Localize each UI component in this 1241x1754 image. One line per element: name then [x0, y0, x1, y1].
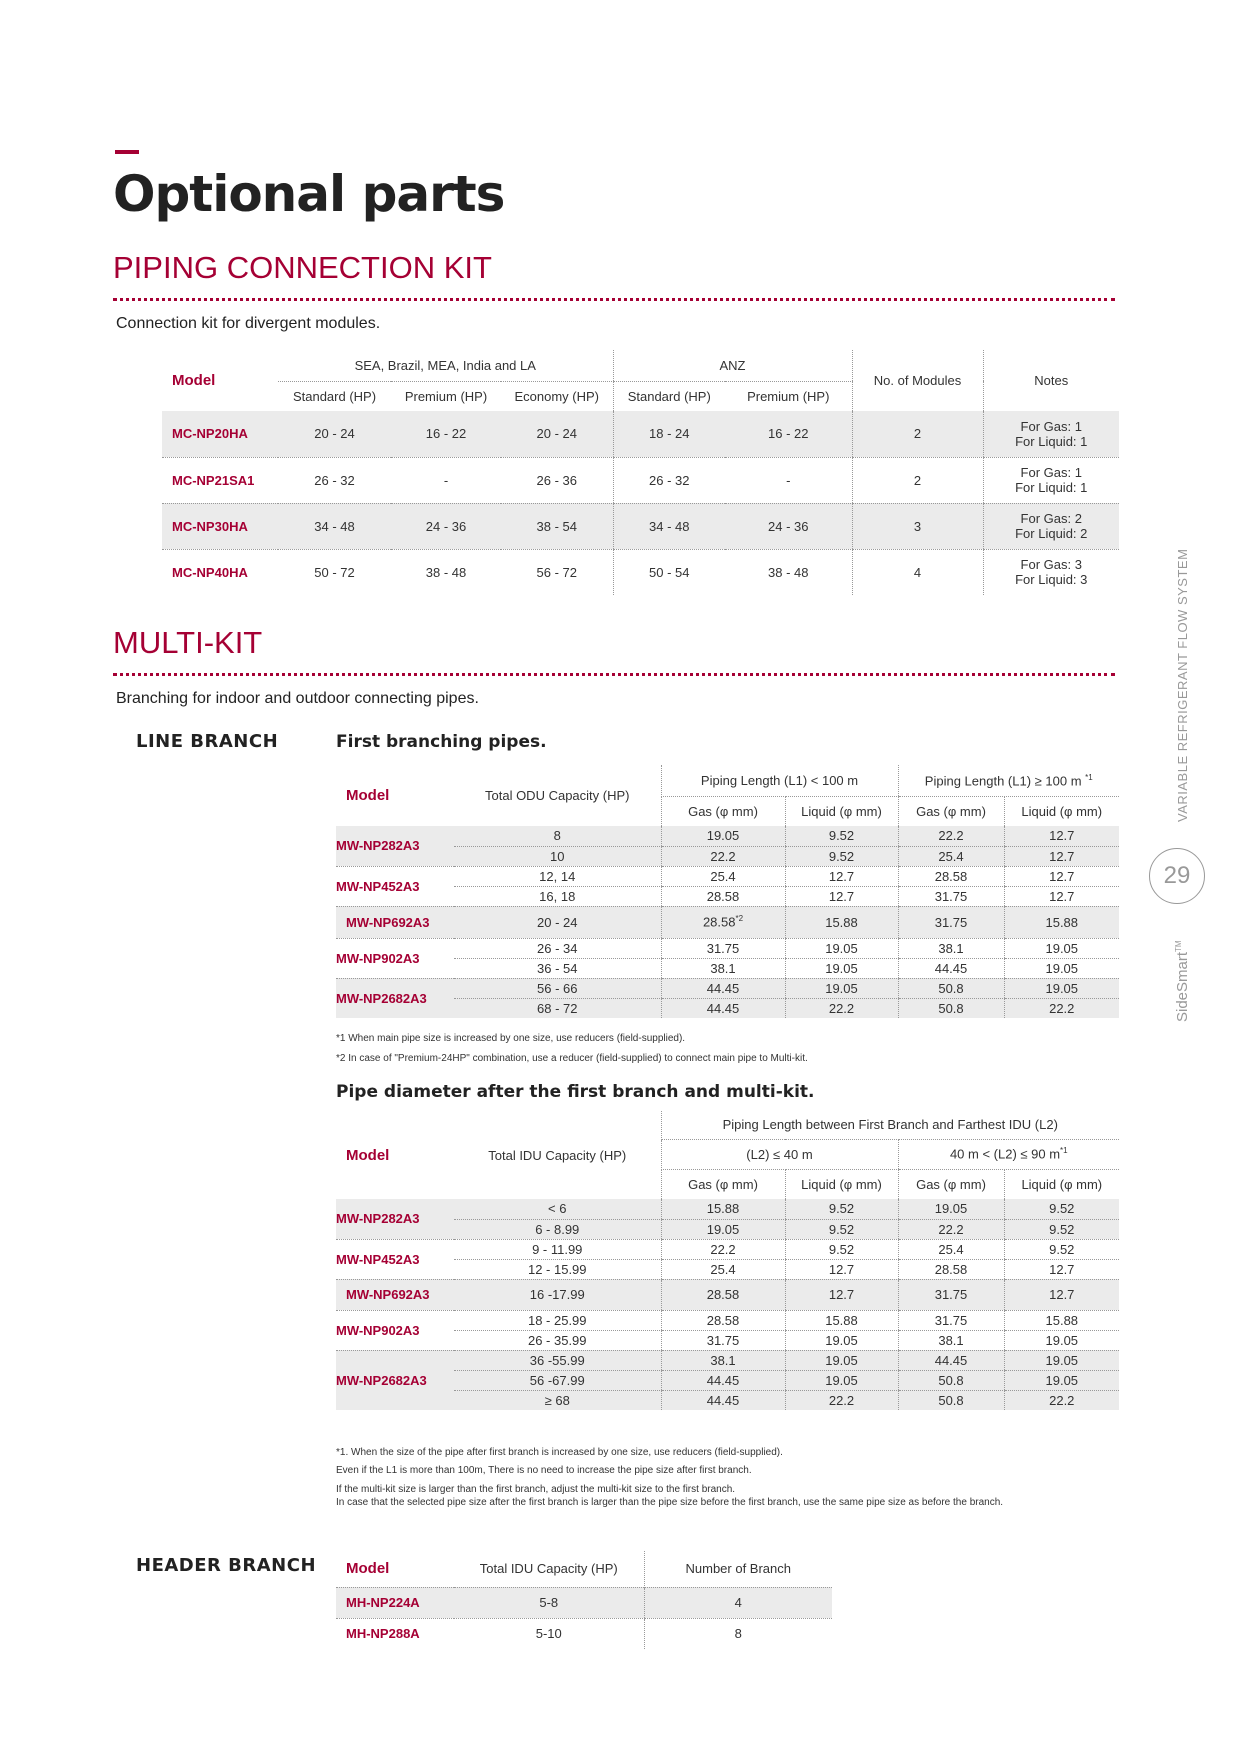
col-anz-standard: Standard (HP) [613, 381, 725, 411]
col-idu-capacity: Total IDU Capacity (HP) [479, 1561, 618, 1577]
table-row: MH-NP288A 5-10 8 [336, 1618, 832, 1649]
table-row: MC-NP30HA 34 - 48 24 - 36 38 - 54 34 - 48 24 - 36 3 For Gas: 2 For Liquid: 2 [162, 503, 1119, 549]
col-branch-count: Number of Branch [644, 1551, 832, 1587]
multikit-divider [113, 673, 1115, 676]
col-model: Model [346, 1146, 390, 1164]
table-row: MC-NP20HA 20 - 24 16 - 22 20 - 24 18 - 24 16 - 22 2 For Gas: 1 For Liquid: 1 [162, 411, 1119, 457]
header-branch-table [336, 1551, 832, 1649]
col-l2-le40: (L2) ≤ 40 m [661, 1139, 898, 1169]
col-model: Model [346, 787, 390, 804]
col-model: Model [172, 372, 216, 389]
col-notes: Notes [983, 350, 1119, 411]
col-premium: Premium (HP) [404, 388, 488, 404]
table-row: MW-NP282A3 < 6 15.88 9.52 19.05 9.52 [336, 1199, 1119, 1219]
footnote: *1 When main pipe size is increased by one size, use reducers (field-supplied). [336, 1033, 686, 1044]
col-liquid: Liquid (φ mm) [1004, 1169, 1119, 1199]
piping-desc: Connection kit for divergent modules. [116, 315, 381, 332]
multikit-section-title: MULTI-KIT [113, 625, 263, 660]
table-row: MC-NP40HA 50 - 72 38 - 48 56 - 72 50 - 54 38 - 48 4 For Gas: 3 For Liquid: 3 [162, 549, 1119, 595]
table-row: MW-NP902A3 26 - 34 31.75 19.05 38.1 19.05 [336, 938, 1119, 958]
col-gas: Gas (φ mm) [661, 796, 785, 826]
table-row: MW-NP2682A3 56 - 66 44.45 19.05 50.8 19.05 [336, 978, 1119, 998]
col-modules: No. of Modules [852, 350, 983, 411]
col-length-l2: Piping Length between First Branch and Farthest IDU (L2) [661, 1111, 1119, 1139]
after-branch-table [336, 1111, 1119, 1410]
col-liquid: Liquid (φ mm) [785, 1169, 898, 1199]
table-row: 12 - 15.99 25.4 12.7 28.58 12.7 [336, 1259, 1119, 1279]
multikit-desc: Branching for indoor and outdoor connecting pipes. [116, 690, 479, 707]
table-row: MW-NP282A3 8 19.05 9.52 22.2 12.7 [336, 826, 1119, 846]
footnote: If the multi-kit size is larger than the first branch, adjust the multi-kit size to the first branch. [336, 1484, 736, 1495]
table-row: 16, 18 28.58 12.7 31.75 12.7 [336, 886, 1119, 906]
col-gas: Gas (φ mm) [661, 1169, 785, 1199]
table-row: MW-NP452A3 9 - 11.99 22.2 9.52 25.4 9.52 [336, 1239, 1119, 1259]
after-branch-heading: Pipe diameter after the first branch and multi-kit. [336, 1082, 815, 1102]
table-row: 6 - 8.99 19.05 9.52 22.2 9.52 [336, 1219, 1119, 1239]
side-caption: VARIABLE REFRIGERANT FLOW SYSTEM [1175, 548, 1190, 822]
piping-connection-table [162, 350, 1119, 595]
table-row: MH-NP224A 5-8 4 [336, 1587, 832, 1618]
table-row: MW-NP2682A3 36 -55.99 38.1 19.05 44.45 19.05 [336, 1350, 1119, 1370]
piping-section-title: PIPING CONNECTION KIT [113, 250, 492, 285]
col-group-sea: SEA, Brazil, MEA, India and LA [278, 350, 613, 381]
table-row: MW-NP902A3 18 - 25.99 28.58 15.88 31.75 15.88 [336, 1310, 1119, 1330]
col-gas: Gas (φ mm) [898, 796, 1004, 826]
col-model: Model [346, 1560, 390, 1578]
footnote: In case that the selected pipe size after the first branch is larger than the pipe size before the first branch, use the same pipe size as before the branch. [336, 1497, 1004, 1508]
footnote: Even if the L1 is more than 100m, There is no need to increase the pipe size after first branch. [336, 1465, 752, 1476]
col-idu-capacity: Total IDU Capacity (HP) [488, 1147, 627, 1163]
accent-bar [115, 150, 139, 154]
first-branch-heading: First branching pipes. [336, 732, 547, 752]
table-row: MC-NP21SA1 26 - 32 - 26 - 36 26 - 32 - 2 For Gas: 1 For Liquid: 1 [162, 457, 1119, 503]
page-title: Optional parts [113, 165, 505, 223]
col-liquid: Liquid (φ mm) [785, 796, 898, 826]
col-l2-le90: 40 m < (L2) ≤ 90 $m^{*1}$ [898, 1139, 1119, 1169]
table-row: MW-NP692A3 16 -17.99 28.58 12.7 31.75 12.7 [336, 1279, 1119, 1310]
table-row: MW-NP692A3 20 - 24 28.58$^{*2}$ 15.88 31.75 15.88 [336, 906, 1119, 938]
table-row: 68 - 72 44.45 22.2 50.8 22.2 [336, 998, 1119, 1018]
brand-name: SideSmart™ [1174, 940, 1191, 1022]
col-standard: Standard (HP) [292, 388, 377, 404]
footnote: *2 In case of "Premium-24HP" combination, use a reducer (field-supplied) to connect main pipe to Multi-kit. [336, 1053, 808, 1064]
header-branch-heading: HEADER BRANCH [136, 1555, 317, 1576]
col-length-ge100: Piping Length (L1) ≥ 100 m $^{*1}$ [898, 765, 1119, 796]
table-row: 10 22.2 9.52 25.4 12.7 [336, 846, 1119, 866]
page-number: 29 [1149, 848, 1205, 904]
col-anz-premium: Premium (HP) [747, 388, 830, 404]
line-branch-heading: LINE BRANCH [136, 731, 279, 752]
table-row: 36 - 54 38.1 19.05 44.45 19.05 [336, 958, 1119, 978]
col-gas: Gas (φ mm) [898, 1169, 1004, 1199]
piping-divider [113, 298, 1115, 301]
col-group-anz: ANZ [613, 350, 852, 381]
table-row: 56 -67.99 44.45 19.05 50.8 19.05 [336, 1370, 1119, 1390]
col-odu-capacity: Total ODU Capacity (HP) [485, 788, 630, 803]
col-economy: Economy (HP) [514, 388, 600, 404]
table-row: MW-NP452A3 12, 14 25.4 12.7 28.58 12.7 [336, 866, 1119, 886]
table-row: ≥ 68 44.45 22.2 50.8 22.2 [336, 1390, 1119, 1410]
col-liquid: Liquid (φ mm) [1004, 796, 1119, 826]
first-branch-table [336, 765, 1119, 1018]
col-length-lt100: Piping Length (L1) < 100 m [661, 765, 898, 796]
footnote: *1. When the size of the pipe after first branch is increased by one size, use reducers (field-supplied). [336, 1447, 783, 1458]
table-row: 26 - 35.99 31.75 19.05 38.1 19.05 [336, 1330, 1119, 1350]
